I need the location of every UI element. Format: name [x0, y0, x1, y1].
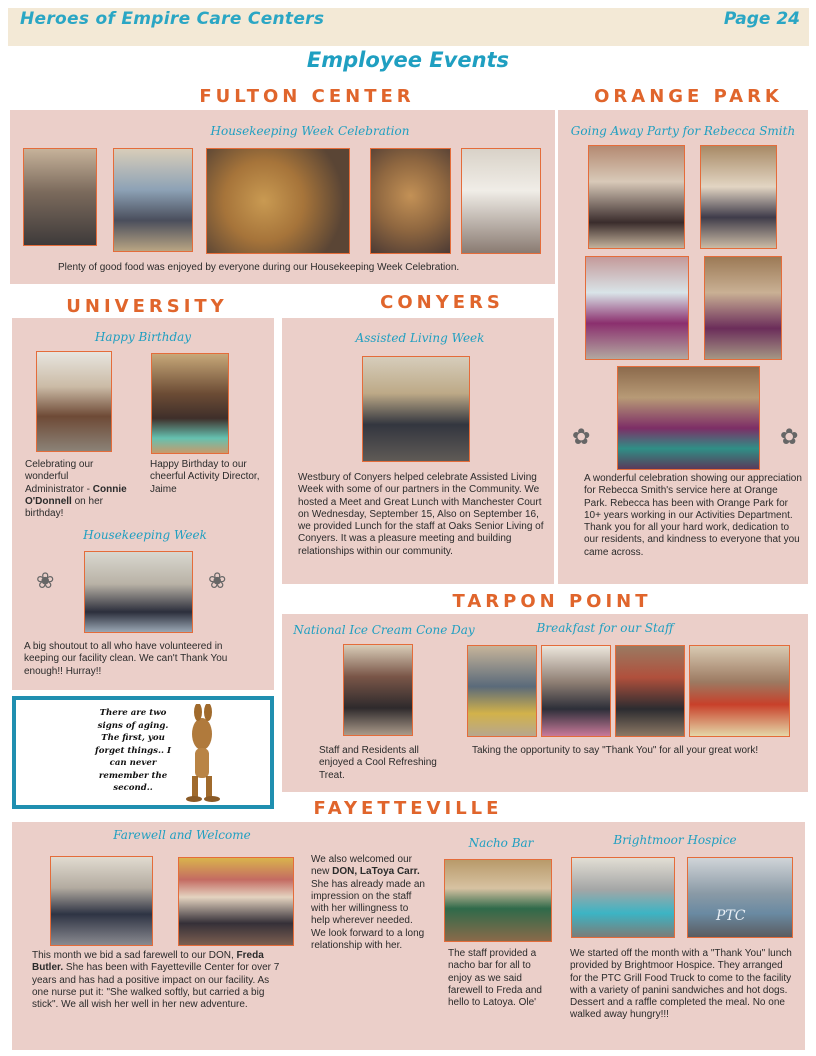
fulton-photo-4 — [370, 148, 451, 254]
fayetteville-photo-3 — [444, 859, 552, 942]
newsletter-title: Heroes of Empire Care Centers — [20, 9, 325, 29]
conyers-title: CONYERS — [380, 292, 504, 313]
orange-title: ORANGE PARK — [594, 86, 783, 107]
tarpon-photo-3 — [541, 645, 611, 737]
coyote-cartoon-icon — [180, 704, 224, 802]
tarpon-photo-4 — [615, 645, 685, 737]
orange-subtitle: Going Away Party for Rebecca Smith — [570, 124, 796, 138]
fayetteville-subtitle-1: Farewell and Welcome — [113, 828, 251, 842]
conyers-caption: Westbury of Conyers helped celebrate Assisted Living Week with some of our partners in the Community. We hosted a Meet and Great Lunch with Manchester Court on Wednesday, September 15, Also on September 16, we provided Lunch for the staff at Oaks Senior Living of Conyers. It was a pleasure meeting and building relationships within our community. — [298, 472, 544, 557]
fayetteville-photo-5 — [687, 857, 793, 938]
university-subtitle-1: Happy Birthday — [94, 330, 192, 344]
tarpon-subtitle-1: National Ice Cream Cone Day — [293, 623, 475, 637]
tarpon-title: TARPON POINT — [452, 591, 652, 612]
fulton-subtitle: Housekeeping Week Celebration — [210, 124, 410, 138]
orange-photo-4 — [704, 256, 782, 360]
university-title: UNIVERSITY — [66, 296, 228, 317]
fayetteville-photo-4 — [571, 857, 675, 938]
fulton-title: FULTON CENTER — [199, 86, 415, 107]
orange-photo-1 — [588, 145, 685, 249]
orange-photo-2 — [700, 145, 777, 249]
tarpon-subtitle-2: Breakfast for our Staff — [536, 621, 674, 635]
cartoon-left-icon: ❀ — [36, 568, 55, 593]
university-caption-1: Celebrating our wonderful Administrator - Connie O'Donnell on her birthday! — [25, 459, 127, 520]
fulton-caption: Plenty of good food was enjoyed by everyone during our Housekeeping Week Celebration. — [58, 262, 460, 273]
fulton-photo-2 — [113, 148, 193, 252]
university-photo-2 — [151, 353, 229, 454]
fayetteville-caption-2: We also welcomed our new DON, LaToya Carr. She has already made an impression on the staff with her willingness to help wherever needed. We look forward to a long relationship with her. — [311, 854, 425, 952]
university-caption-2: Happy Birthday to our cheerful Activity Director, Jaime — [150, 459, 260, 495]
fayetteville-caption-4: We started off the month with a "Thank You" lunch provided by Brightmoor Hospice. They arranged for the PTC Grill Food Truck to come to the facility with a variety of panini sandwiches and hot dogs. Dessert and a raffle completed the meal. No one walked away hungry!!! — [570, 948, 792, 1021]
flower-left-icon: ✿ — [572, 424, 591, 449]
university-photo-3 — [84, 551, 193, 633]
university-subtitle-2: Housekeeping Week — [83, 528, 207, 542]
orange-photo-3 — [585, 256, 689, 360]
fayetteville-subtitle-2: Nacho Bar — [468, 836, 534, 850]
fayetteville-title: FAYETTEVILLE — [313, 798, 503, 819]
fayetteville-photo-2 — [178, 857, 294, 946]
fulton-photo-1 — [23, 148, 97, 246]
fulton-photo-3 — [206, 148, 350, 254]
fayetteville-subtitle-3: Brightmoor Hospice — [613, 833, 737, 847]
tarpon-photo-2 — [467, 645, 537, 737]
conyers-subtitle: Assisted Living Week — [355, 331, 485, 345]
tarpon-photo-5 — [689, 645, 790, 737]
page-title: Employee Events — [306, 48, 510, 72]
tarpon-caption-2: Taking the opportunity to say "Thank You" for all your great work! — [472, 745, 759, 756]
tarpon-caption-1: Staff and Residents all enjoyed a Cool Refreshing Treat. — [319, 745, 437, 781]
orange-photo-5 — [617, 366, 760, 470]
cartoon-right-icon: ❀ — [208, 568, 227, 593]
flower-right-icon: ✿ — [780, 424, 799, 449]
tarpon-photo-1 — [343, 644, 413, 736]
truck-label: PTC — [716, 908, 746, 924]
fayetteville-caption-1: This month we bid a sad farewell to our DON, Freda Butler. She has been with Fayetteville Center for over 7 years and has had a positive impact on our facility. As one nurse put it: "She walked softly, but carried a big stick". We all wish her well in her new adventure. — [32, 950, 280, 1011]
orange-caption: A wonderful celebration showing our appreciation for Rebecca Smith's service here at Orange Park. Rebecca has been with Orange Park for 10+ years working in our Activities Department. Thank you for all your hard work, dedication to our residents, and kindness to everyone that you came across. — [584, 473, 802, 558]
page-number: Page 24 — [723, 9, 800, 29]
quote-text: There are two signs of aging. The first, you forget things.. I can never remember the second.. — [95, 708, 171, 793]
fulton-photo-5 — [461, 148, 541, 254]
fayetteville-caption-3: The staff provided a nacho bar for all to enjoy as we said farewell to Freda and hello to Latoya. Ole' — [448, 948, 542, 1009]
fayetteville-photo-1 — [50, 856, 153, 946]
university-photo-1 — [36, 351, 112, 452]
conyers-photo — [362, 356, 470, 462]
university-caption-3: A big shoutout to all who have volunteered in keeping our facility clean. We can't Thank You enough!! Hurray!! — [24, 641, 228, 677]
